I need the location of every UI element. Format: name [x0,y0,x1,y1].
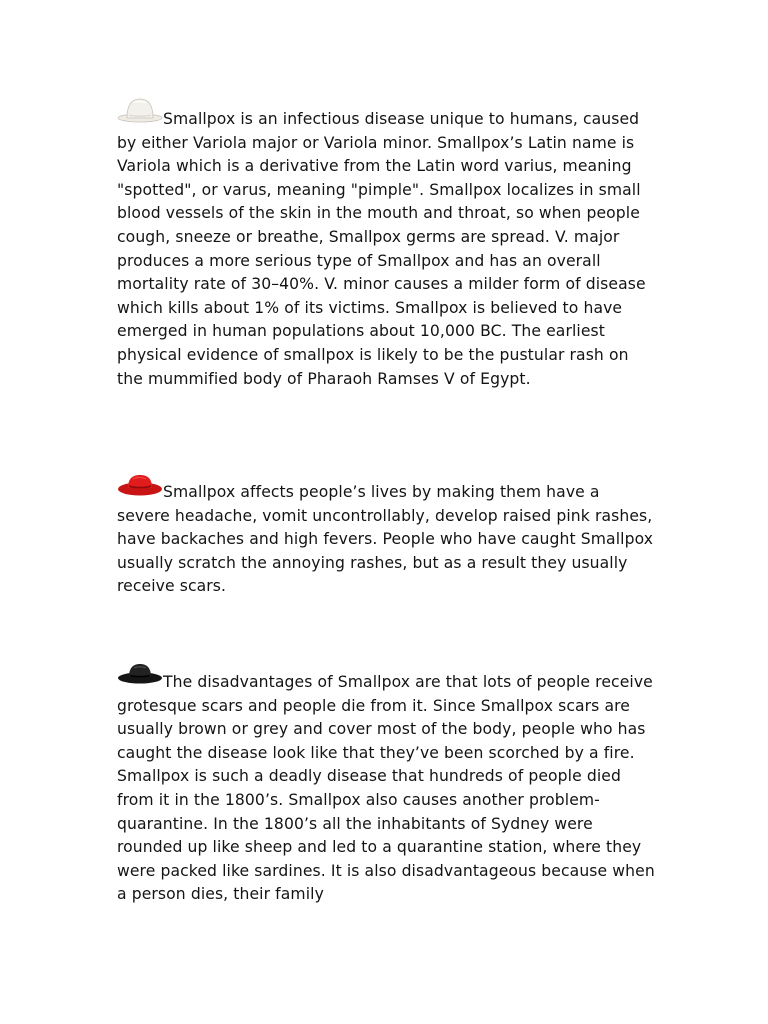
red-hat-icon [117,467,163,495]
white-hat-icon [117,94,163,122]
paragraph-disadvantages [117,671,657,907]
paragraph-text: The disadvantages of Smallpox are that lots of people receive grotesque scars and people die from it. Since Smallpox scars are usually brown or grey and cover most of the body, people who has caught the disease look like that they’ve been scorched by a fire. Smallpox is such a deadly disease that hundreds of people died from it in the 1800’s. Smallpox also causes another problem- quarantine. In the 1800’s all the inhabitants of Sydney were rounded up like sheep and led to a quarantine station, where they were packed like sardines. It is also disadvantageous because when a person dies, their family [117,673,655,904]
paragraph-definition [117,108,657,391]
paragraph-text: Smallpox is an infectious disease unique to humans, caused by either Variola major or Variola minor. Smallpox’s Latin name is Variola which is a derivative from the Latin word varius, meaning "spotted", or varus, meaning "pimple". Smallpox localizes in small blood vessels of the skin in the mouth and throat, so when people cough, sneeze or breathe, Smallpox germs are spread. V. major produces a more serious type of Smallpox and has an overall mortality rate of 30–40%. V. minor causes a milder form of disease which kills about 1% of its victims. Smallpox is believed to have emerged in human populations about 10,000 BC. The earliest physical evidence of smallpox is likely to be the pustular rash on the mummified body of Pharaoh Ramses V of Egypt. [117,110,646,388]
black-hat-icon [117,657,163,685]
paragraph-symptoms [117,481,657,599]
paragraph-text: Smallpox affects people’s lives by making them have a severe headache, vomit uncontrollably, develop raised pink rashes, have backaches and high fevers. People who have caught Smallpox usually scratch the annoying rashes, but as a result they usually receive scars. [117,483,654,596]
